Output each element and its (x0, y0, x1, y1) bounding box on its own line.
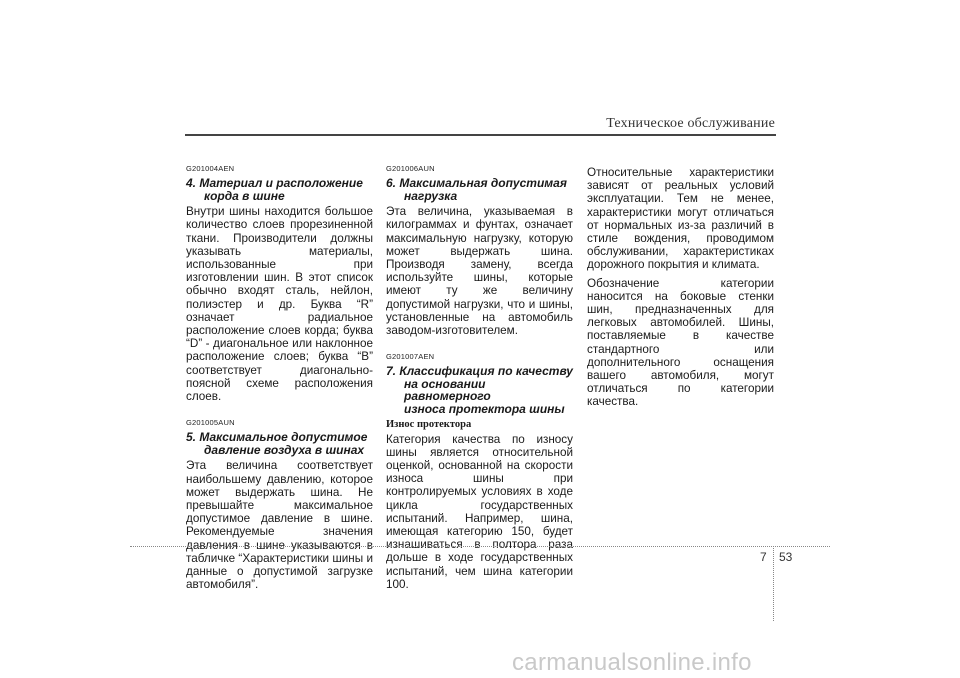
heading-line: износа протектора шины (404, 401, 565, 416)
heading-line: 5. Максимальное допустимое (186, 430, 368, 445)
column-3 (587, 166, 774, 409)
heading-line: нагрузка (404, 188, 458, 203)
section-heading (386, 177, 573, 202)
section-code: G201004AEN (186, 164, 235, 173)
section-code: G201006AUN (386, 164, 435, 173)
section-heading (386, 365, 573, 415)
section-code: G201005AUN (186, 418, 235, 428)
column-2 (386, 162, 573, 591)
heading-line: корда в шине (204, 188, 285, 203)
section-text: Внутри шины находится большое количество слоев прорезиненной ткани. Производители должны указывать материалы, использованные при изготовлении шин. В этот список обычно входят сталь, нейлон, полиэстер и др. Буква “R” означает радиальное расположение слоев корда; буква “D” - диагональное или наклонное расположение слоев; буква “B” соответствует диагонально-поясной схеме расположения слоев. (186, 205, 373, 404)
heading-line: 6. Максимальная допустимая (386, 176, 567, 191)
section-text: Эта величина, указываемая в килограммах и фунтах, означает максимальную нагрузку, которую может выдержать шина. Производя замену, всегда используйте шины, которые имеют ту же величину допустимой нагрузки, что и шины, установленные на автомобиль заводом-изготовителем. (386, 205, 573, 338)
heading-line: давление воздуха в шинах (204, 442, 365, 457)
heading-line: 7. Классификация по качеству (386, 364, 573, 379)
header-rule (185, 134, 776, 136)
column-1 (186, 162, 373, 591)
footer-rule (130, 546, 830, 547)
footer-divider (773, 546, 774, 621)
section-code: G201007AEN (386, 352, 435, 362)
watermark: carmanualsonline.info (512, 649, 752, 676)
heading-line: на основании равномерного (404, 376, 491, 404)
section-text: Эта величина соответствует наибольшему давлению, которое может выдержать шина. Не превышайте максимальное допустимое давление в шине. Рекомендуемые значения давления в шине указываются в табличке “Характеристики шины и данные о допустимой загрузке автомобиля”. (186, 459, 373, 592)
section-heading (186, 177, 373, 202)
paragraph: Относительные характеристики зависят от реальных условий эксплуатации. Тем не менее, характеристики могут отличаться от нормальных из-за различий в стиле вождения, проводимом обслуживании, характеристиках дорожного покрытия и климата. (587, 166, 774, 272)
chapter-number: 7 (760, 550, 767, 564)
section-heading (186, 431, 373, 456)
page-header-title: Техническое обслуживание (606, 116, 775, 131)
paragraph: Обозначение категории наносится на боковые стенки шин, предназначенных для легковых автомобилей. Шины, поставляемые в качестве стандартного или дополнительного оснащения вашего автомобиля, могут отличаться по категории качества. (587, 276, 774, 409)
subheading: Износ протектора (386, 419, 472, 431)
page-number: 53 (779, 550, 793, 564)
section-text: Категория качества по износу шины является относительной оценкой, основанной на скорости износа шины при контролируемых условиях в ходе цикла государственных испытаний. Например, шина, имеющая категорию 150, будет изнашиваться в полтора раза дольше в ходе государственных испытаний, чем шина категории 100. (386, 432, 573, 591)
heading-line: 4. Материал и расположение (186, 176, 363, 191)
